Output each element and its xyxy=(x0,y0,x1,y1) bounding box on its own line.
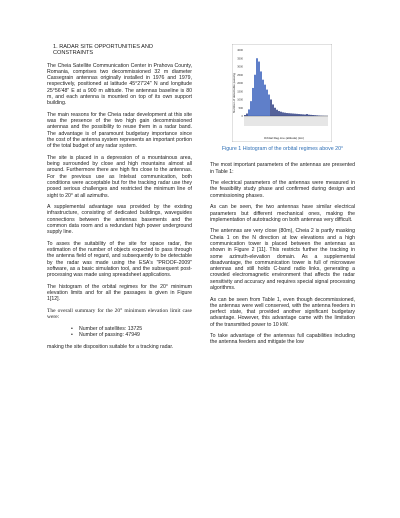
paragraph: To take advantage of the antennas full capabilities including the antenna feeders and mitigate the low xyxy=(210,333,355,346)
histogram-bar xyxy=(286,113,288,116)
list-item: • Number of passing: 47949 xyxy=(79,332,192,338)
histogram-bar xyxy=(246,114,248,116)
histogram-bar xyxy=(276,110,278,116)
y-axis-label: Number of detectable passing xyxy=(232,73,236,113)
chart-frame xyxy=(232,44,332,142)
y-tick-label: 500 xyxy=(238,106,243,110)
y-tick-label: 3500 xyxy=(237,57,243,61)
paragraph: The main reasons for the Cheia radar development at this site was the presence of the two high gain decommissioned antennas and the possibility to reuse them in a radar band. The advantage is of paramount budgetary importance since the cost of the antenna system represents an important portion of the total budget of any radar system. xyxy=(47,111,192,150)
y-tick-label: 1500 xyxy=(237,90,243,94)
histogram-bar xyxy=(300,114,302,116)
histogram-bar xyxy=(241,115,246,118)
histogram-figure xyxy=(232,44,332,142)
y-tick-label: 2500 xyxy=(237,73,243,77)
figure-caption: Figure 1 Histogram of the orbital regimes above 20° xyxy=(221,146,344,152)
y-tick-label: 2000 xyxy=(237,82,243,85)
paragraph: making the site disposition suitable for a tracking radar. xyxy=(47,344,174,351)
paragraph: To asses the suitability of the site for space radar, the estimation of the number of objects expected to pass through the antenna field of regard, and subsequently to be detectable by the radar was made using the ESA's "PROOF-2009" software, as a basic simulation tool, and the subsequent post-processing was made using spreadsheet applications. xyxy=(47,240,192,279)
histogram-bar xyxy=(258,62,260,116)
histogram-bar xyxy=(280,112,282,116)
paragraph: The most important parameters of the antennas are presented in Table 1: xyxy=(210,162,355,175)
histogram-bar xyxy=(254,75,256,116)
histogram-bar xyxy=(316,115,318,116)
paragraph: The site is placed in a depression of a mountainous area, being surrounded by close and high mountains almost all around. Furthermore there are high firs close to the antennas. For the previous use as Intelsat communication, both conditions were acceptable but for the tracking radar use they posed serious challenges and restricted the minimum line of sight to 20° at all azimuths. xyxy=(47,154,192,199)
histogram-bar xyxy=(290,113,292,116)
histogram-bar xyxy=(288,113,290,116)
paragraph: The electrical parameters of the antennas were measured in the feasibility study phase and confirmed during design and commissioning phases. xyxy=(210,180,355,199)
summary-list xyxy=(47,326,192,339)
histogram-bar xyxy=(266,90,268,116)
y-tick-label: 1000 xyxy=(237,98,243,102)
histogram-bar xyxy=(260,71,262,116)
paragraph: The overall summary for the 20° minimum elevation limit case were: xyxy=(47,307,192,321)
paragraph: A supplemental advantage was provided by the existing infrastructure, consisting of dedicated buildings, waveguides connections between the antennas basements and the common data room and a redundant high power underground supply line. xyxy=(47,204,192,236)
y-tick-label: 0 xyxy=(241,115,243,118)
histogram-bar xyxy=(272,104,274,116)
histogram-bar xyxy=(310,115,312,116)
histogram-bar xyxy=(314,115,316,116)
paragraph: The antennas are very close (80m), Cheia 2 is partly masking Cheia 1 on the N direction at low elevations and a high communication tower is placed between the antennas as shown in Figure 2 [11]. This restricts further the tracking in some azimuth-elevation domain. As a supplemental disadvantage, the communication tower is full of microwave antennas and still holds C-band radio links, generating a crowded electromagnetic environment that affects the radar sensitivity and accuracy and requires special signal processing algorithms. xyxy=(210,228,355,292)
histogram-bar xyxy=(256,58,258,116)
histogram-bar xyxy=(274,108,276,116)
histogram-bar xyxy=(284,113,286,116)
histogram-bar xyxy=(292,114,294,116)
right-column xyxy=(210,44,355,351)
y-tick-label: 4000 xyxy=(237,49,243,52)
histogram-bar xyxy=(296,114,298,116)
histogram-bar xyxy=(298,114,300,116)
paragraph: As can be seen from Table 1, even though decommissioned, the antennas were well conserved, with the antenna feeders in perfect state, that provided another significant budgetary advantage. However, this advantage came with the limitation of the transmitted power to 10 kW. xyxy=(210,296,355,328)
paragraph: The histogram of the orbital regimes for the 20° minimum elevation limits and for all the passages is given in Figure 1[12]. xyxy=(47,283,192,303)
histogram-chart xyxy=(232,44,332,142)
paragraph: As can be seen, the two antennas have similar electrical parameters but different mechanical ones, making the implementation of autotracking on both antennas very difficult. xyxy=(210,204,355,223)
histogram-bar xyxy=(270,100,272,117)
histogram-bar xyxy=(306,114,308,116)
histogram-bar xyxy=(308,115,310,116)
list-item: • Number of satellites: 13725 xyxy=(79,326,192,332)
section-heading: 1. RADAR SITE OPPORTUNITIES AND CONSTRAINTS xyxy=(53,44,153,57)
histogram-bar xyxy=(282,112,284,116)
histogram-bar xyxy=(252,88,254,116)
x-axis-label: Orbital Reg.ime (altitude) (km) xyxy=(263,136,305,140)
histogram-bar xyxy=(264,85,266,116)
left-column xyxy=(47,44,192,356)
histogram-bar xyxy=(278,111,280,116)
histogram-bar xyxy=(262,80,264,116)
histogram-bar xyxy=(250,101,252,116)
paragraph: The Cheia Satellite Communication Center in Prahova County, Romania, comprises two decommissioned 32 m diameter Cassegrain antennas originally installed in 1976 and 1979, respectively, positioned at latitude 45°27'24" N and longitude 25°56'48" E at a 900 m altitude. The antennas baseline is 80 m, and each antenna is mounted on top of its own support building. xyxy=(47,62,192,107)
histogram-bar xyxy=(248,109,250,116)
histogram-bar xyxy=(302,114,304,116)
histogram-bar xyxy=(268,95,270,116)
histogram-bar xyxy=(304,115,306,116)
histogram-bar xyxy=(294,114,296,116)
y-tick-label: 3000 xyxy=(237,65,243,69)
histogram-bar xyxy=(312,115,314,116)
